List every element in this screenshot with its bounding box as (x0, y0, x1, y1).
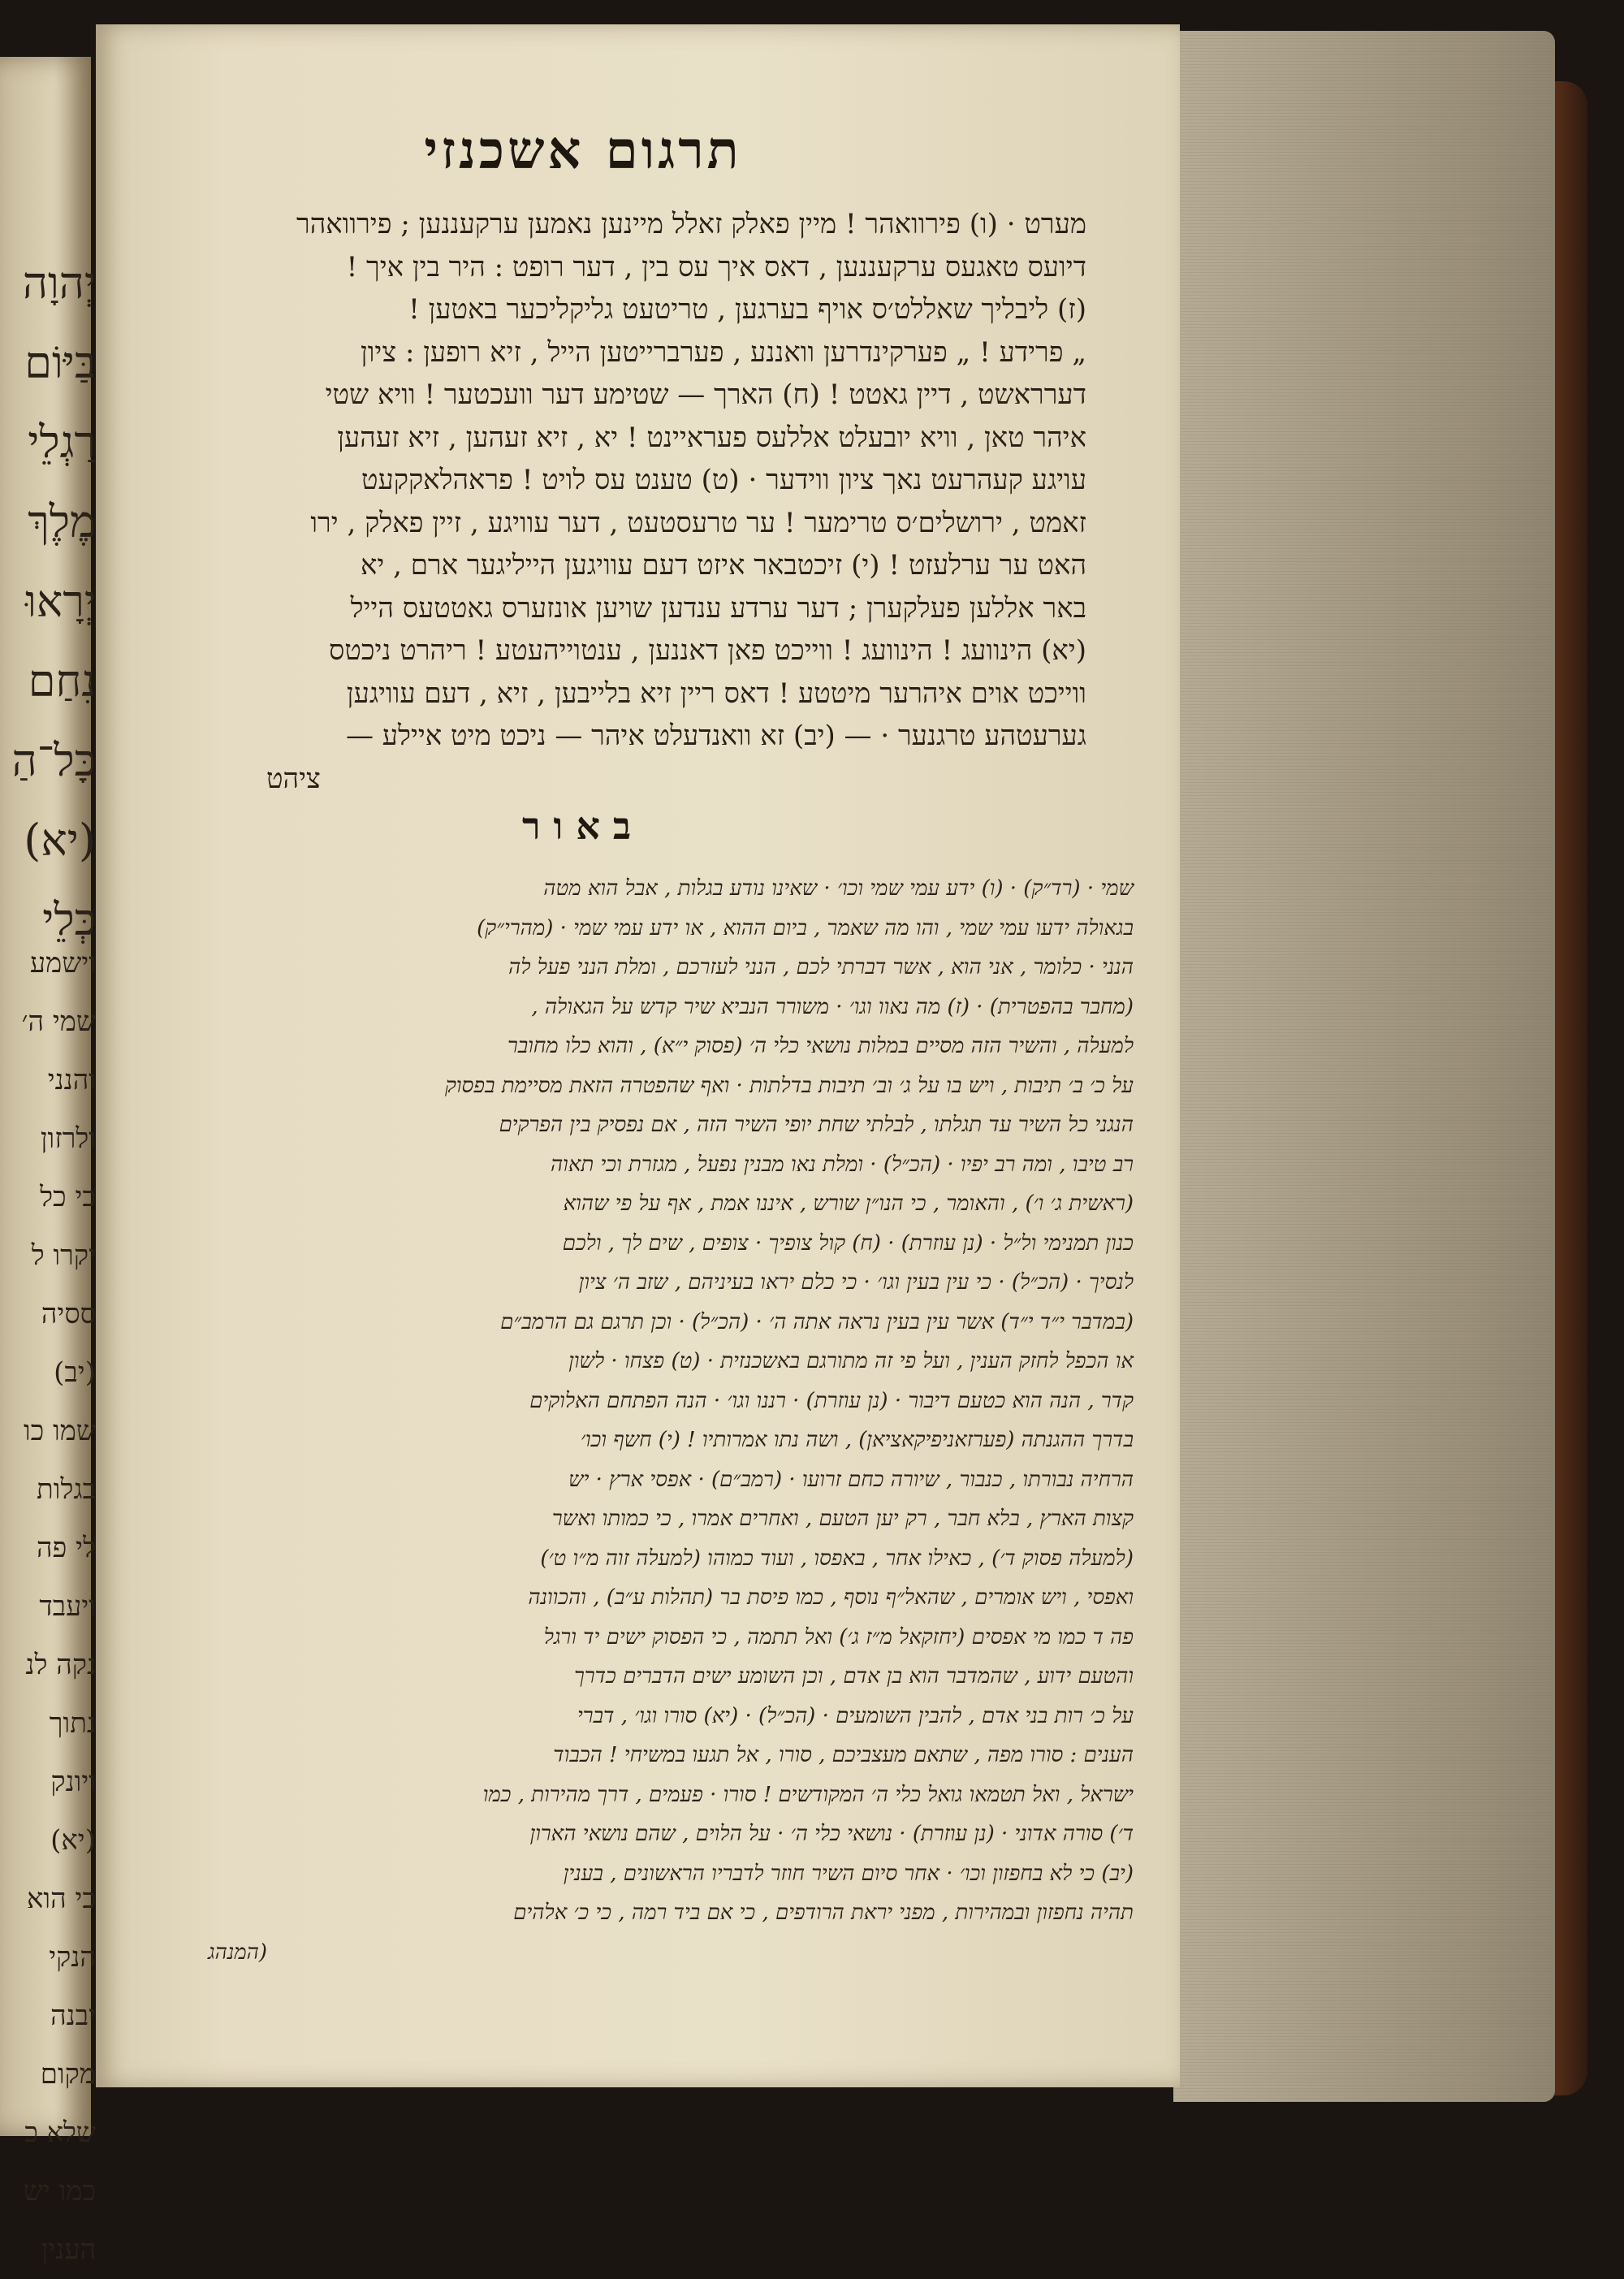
commentary-line: בדרך ההגנתה (פערזאניפיקאציאן) , ושה נתו אמרותיו ! (י) חשף וכו׳ (580, 1428, 1134, 1452)
left-page-line: ססיה (41, 1298, 96, 1330)
left-page-line: ולרזון (40, 1122, 96, 1155)
left-page-line: כְּלֵי (42, 894, 96, 945)
translation-line: דערראשט , דיין גאטט ! (ח) הארך — שטימע דער וועכטער ! וויא שטי (325, 378, 1086, 411)
translation-line: האט ער ערלעזט ! (י) זיכטבאר איזט דעם עוויגען הייליגער ארם , יא (360, 549, 1086, 582)
translation-line: (יא) הינוועג ! הינוועג ! ווייכט פאן דאננען , ענטוייהעטע ! ריהרט ניכטס (329, 634, 1086, 667)
left-page-line: כָּל־הַ (11, 735, 96, 786)
translation-line: „ פרידע ! „ פערקינדרען וואננע , פערברייטען הייל , זיא רופען : ציון (361, 335, 1086, 369)
commentary-line: תהיה נחפזון ובמהירות , מפני יראת הרודפים , כי אם ביד רמה , כי כ׳ אלהים (513, 1901, 1134, 1925)
translation-signoff: ציהט (266, 762, 321, 795)
commentary-line: על כ׳ רות בני אדם , להבין השומעים · (הכ״ל) · (יא) סורו וגו׳ , דברי (577, 1703, 1134, 1728)
left-page-line: יקרו ל (31, 1239, 96, 1272)
translation-line: (ז) ליבליך שאללט׳ס אויף בערגען , טריטעט גליקליכער באטען ! (408, 293, 1086, 326)
commentary-line: על כ׳ ב׳ תיבות , ויש בו על ג׳ וב׳ תיבות בדלתות · ואף שהפטרה הזאת מסיימת בפסוק (444, 1073, 1134, 1098)
commentary-line: שמי · (רד״ק) · (ו) ידע עמי שמי וכו׳ · שאינו נודע בגלות , אבל הוא מטה (543, 876, 1134, 901)
commentary-block (192, 869, 1134, 1972)
page-block-edge (1173, 31, 1555, 2102)
left-page-line: שמי ה׳ (21, 1005, 96, 1038)
commentary-line: לנסיך · (הכ״ל) · כי עין בעין וגו׳ · כי כלם יראו בעיניהם , שזב ה׳ ציון (578, 1270, 1134, 1295)
left-page-line: (יב) (54, 1356, 96, 1389)
commentary-line: (מחבר בהפטרית) · (ז) מה נאוו וגו׳ · משורר הנביא שיר קדש על הגאולה , (531, 994, 1134, 1019)
commentary-line: ד׳) סורה אדוני · (נן עוזרת) · נושאי כלי ה׳ · על הלוים , שהם נושאי הארון (529, 1822, 1134, 1846)
commentary-line: כנון תמנימי ול״ל · (נן עוזרת) · (ח) קול צופיך · צופים , שים לך , ולכם (562, 1230, 1134, 1256)
left-page-line: יבנה (50, 2000, 96, 2032)
commentary-line: (ראשית ג׳ ו׳) , והאומר , כי הנו״ן שורש , איננו אמת , אף על פי שהוא (563, 1191, 1134, 1216)
commentary-line: הנגני כל השיר עד תגלתו , לבלתי שחת יופי השיר הזה , אם נפסיק בין הפרקים (499, 1113, 1134, 1137)
left-page-line: מקום (40, 2058, 96, 2091)
left-page-line: (יא) (50, 1824, 96, 1857)
right-page (96, 24, 1180, 2087)
left-page-line: רַגְלֵי (28, 417, 96, 468)
commentary-line: הרחיה נבורתו , כנבור , שיורה כחם זרועו · (רמב״ם) · אפסי ארץ · יש (568, 1467, 1134, 1492)
commentary-tail: (המנהג (208, 1940, 268, 1965)
left-page-line: וישמע (29, 947, 96, 979)
commentary-line: ואפסי , ויש אומרים , שהאל״ף נוסף , כמו פיסת בר (תהלות ע״ב) , והכוונה (528, 1585, 1134, 1610)
left-page-line: מֶלֶךְ (28, 496, 96, 547)
left-page-line: לי פה (37, 1532, 96, 1564)
left-page-line: בגלות (37, 1473, 96, 1506)
left-page-large-text (6, 244, 96, 960)
translation-line: גערעטהע טרגנער · — (יב) זא וואנדעלט איהר — ניכט מיט איילע — (346, 720, 1086, 752)
left-page-line: שלא כ (24, 2117, 96, 2149)
translation-line: ווייכט אוים איהרער מיטטע ! דאס ריין זיא בלייבען , זיא , דעם עוויגען (346, 677, 1086, 710)
commentary-line: (למעלה פסוק ד׳) , כאילו אחר , באפסו , ועוד כמוהו (למעלה זוה מ״ו ט׳) (540, 1546, 1134, 1571)
commentary-line: פה ד כמו מי אפסים (יחזקאל מ״ז ג׳) ואל תתמה , כי הפסוק ישים יד ורגל (543, 1624, 1134, 1650)
commentary-line: ישראל , ואל תטמאו גואל כלי ה׳ המקודשים ! סורו · פעמים , דרך מהירות , כמו (482, 1782, 1134, 1807)
left-page-line: כי כל (40, 1181, 96, 1213)
commentary-line: הנני · כלומר , אני הוא , אשר דברתי לכם , הנני לעזרכם , ומלת הנני פעל לה (508, 955, 1134, 979)
commentary-line: בגאולה ידעו עמי שמי , והו מה שאמר , ביום ההוא , או ידע עמי שמי · (מהרי״ק) (477, 915, 1134, 941)
left-page-line: כי הוא (27, 1883, 96, 1915)
left-page-small-text (6, 934, 96, 2279)
translation-line: מערט · (ו) פירוואהר ! מיין פאלק זאלל מיינען נאמען ערקעננען ; פירוואהר (296, 208, 1086, 240)
left-page-line: נתוך (49, 1707, 96, 1740)
translation-line: דיועס טאגעס ערקעננען , דאס איך עס בין , דער רופט : היר בין איך ! (346, 250, 1086, 283)
commentary-line: קצות הארץ , בלא חבר , רק יען הטעם , ואחרים אמרו , כי כמותו ואשר (551, 1507, 1134, 1531)
left-page-line: הענין (41, 2234, 96, 2266)
left-page-line: הנקי (49, 1941, 96, 1974)
translation-line: איהר טאן , וויא יובעלט אללעס פעראיינט ! יא , זיא זעהען , זיא זעהען (337, 421, 1086, 454)
commentary-line: או הכפל לחזק הענין , ועל פי זה מתורגם באשכנזית · (ט) פצחו · לשון (568, 1349, 1134, 1373)
translation-block (193, 203, 1086, 800)
left-page-line: כמו יש (23, 2175, 96, 2208)
commentary-line: (במדבר י״ד י״ד) אשר עין בעין נראה אתה ה׳ · (הכ״ל) · וכן תרגם גם הרמב״ם (500, 1309, 1134, 1334)
left-page-line: נקה לנ (25, 1649, 96, 1681)
left-page-line: יְרָאוּ (25, 576, 96, 627)
left-page-line: ויונק (50, 1766, 96, 1798)
commentary-line: הענים : סורו מפה , שתאם מעצביכם , סורו , אל תגעו במשיחי ! הכבוד (553, 1743, 1134, 1767)
commentary-line: (יב) כי לא בחפזון וכו׳ · אחר סיום השיר חוזר לדבריו הראשונים , בענין (563, 1861, 1134, 1886)
commentary-heading: באור (521, 804, 645, 848)
commentary-line: למעלה , והשיר הזה מסיים במלות נושאי כלי ה׳ (פסוק י״א) , והוא כלו מחובר (507, 1034, 1134, 1058)
left-page-fragment (0, 57, 96, 2266)
left-page-line: בַּיּוֹם (24, 337, 96, 388)
commentary-line: קדר , הנה הוא כטעם דיבור · (נן עוזרת) · רננו וגו׳ · הנה הפתחם האלוקים (529, 1388, 1134, 1413)
left-page-line: שמו כו (23, 1415, 96, 1447)
page-title: תרגום אשכנזי (424, 120, 742, 181)
translation-line: עויגע קעהרעט נאך ציון ווידער · (ט) טענט עס לויט ! פראהלאקקעט (361, 464, 1086, 496)
left-page-line: (יא) (24, 815, 96, 866)
commentary-line: והטעם ידוע , שהמדבר הוא בן אדם , וכן השומע ישים הדברים כדרך (574, 1664, 1134, 1689)
left-page-line: יְהוָה (22, 257, 96, 309)
translation-line: באר אללען פעלקערן ; דער ערדע ענדען שויען אונזערס גאטטעס הייל (350, 591, 1086, 625)
left-page-line: והנני (47, 1064, 96, 1096)
left-page-line: נִחַם (28, 655, 96, 707)
left-page-line: ויעבד (39, 1590, 96, 1623)
translation-line: זאמט , ירושלים׳ס טרימער ! ער טרעסטעט , דער עוויגע , זיין פאלק , ירו (310, 506, 1086, 539)
commentary-line: רב טיבו , ומה רב יפיו · (הכ״ל) · ומלת נאו מבנין נפעל , מגזרת וכי תאוה (550, 1152, 1134, 1177)
